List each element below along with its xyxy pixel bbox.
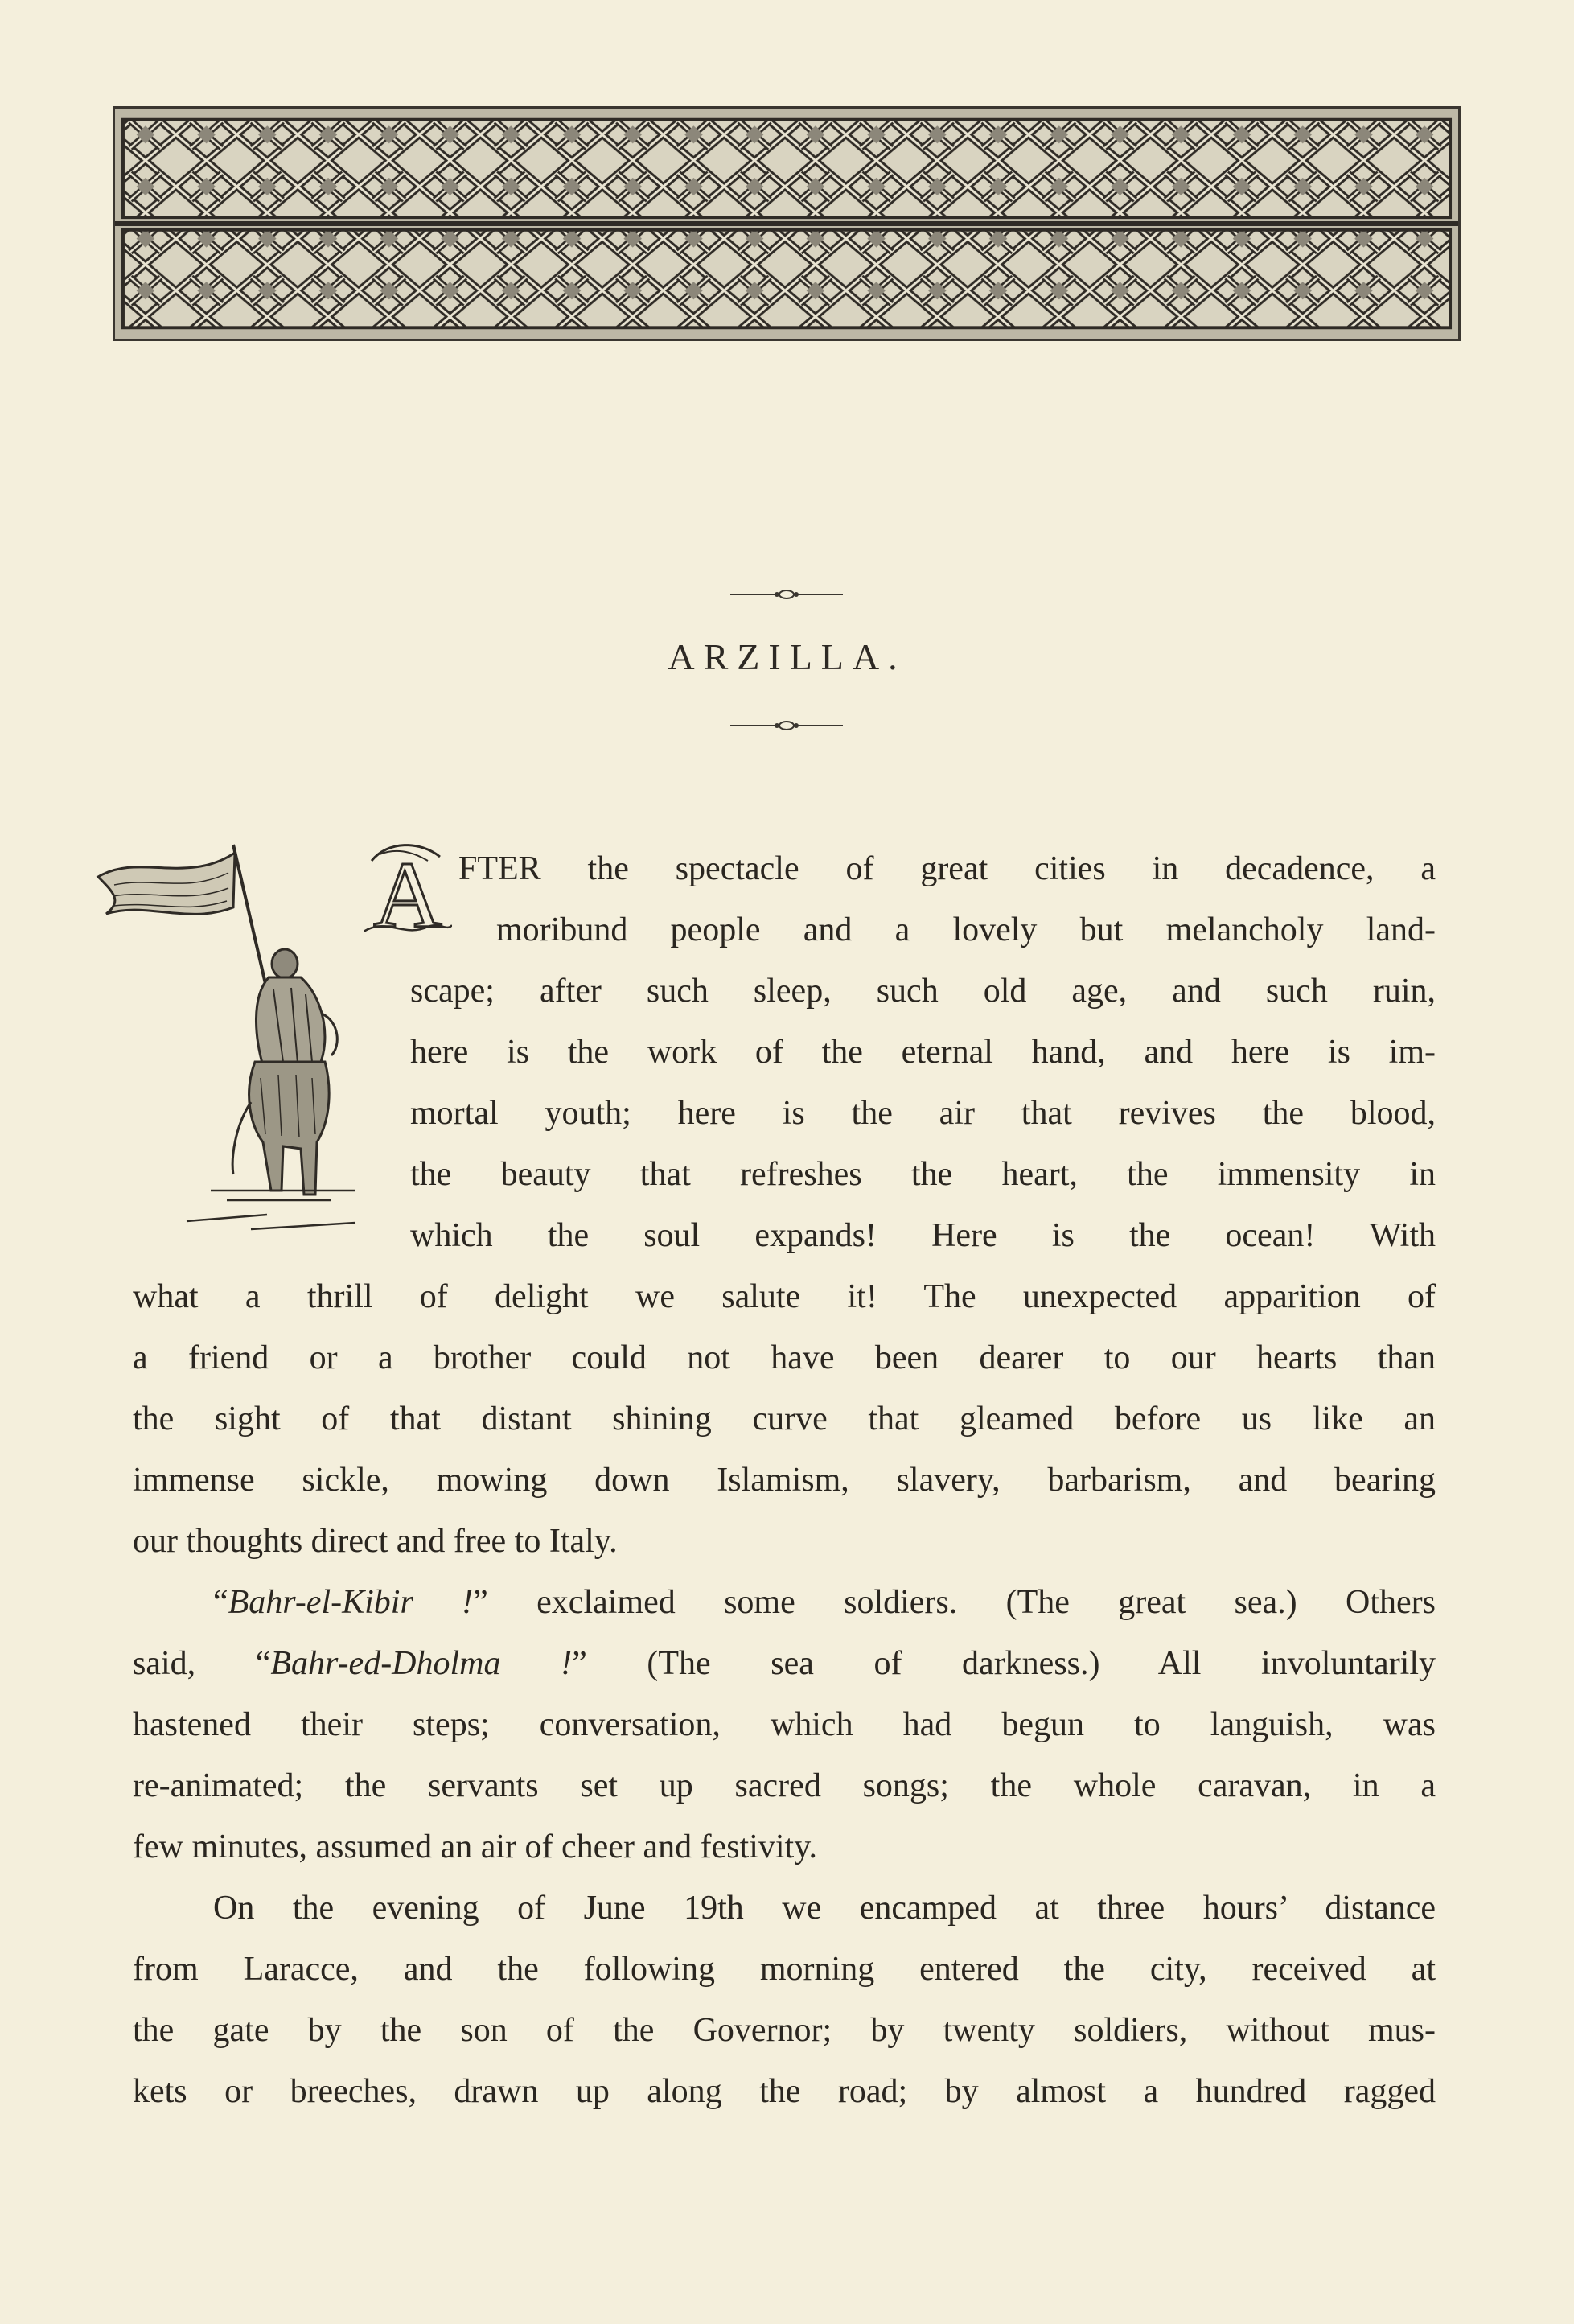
text-line: scape; after such sleep, such old age, and such ruin, [410,973,1436,1010]
text-line: the gate by the son of the Governor; by twenty soldiers, without mus- [133,2012,1436,2049]
text-line: few minutes, assumed an air of cheer and festivity. [133,1828,817,1865]
text-fragment: “ [213,1584,228,1621]
text-line: the sight of that distant shining curve that gleamed before us like an [133,1401,1436,1438]
text-line: kets or breeches, drawn up along the road; by almost a hundred ragged [133,2073,1436,2110]
ornamental-rule-icon [730,718,843,734]
ornamental-header-band [113,106,1461,341]
text-fragment: said, “ [133,1645,271,1682]
text-line: mortal youth; here is the air that revives the blood, [410,1095,1436,1132]
text-fragment: exclaimed some soldiers. (The great sea.) Others [487,1584,1436,1621]
italic-phrase: Bahr-el-Kibir ! [228,1584,474,1621]
text-line: here is the work of the eternal hand, and here is im- [410,1034,1436,1071]
text-line [213,1582,1436,1623]
text-line: a friend or a brother could not have been dearer to our hearts than [133,1339,1436,1376]
italic-phrase: Bahr-ed-Dholma ! [270,1645,573,1682]
ornamental-rule-icon [730,586,843,603]
text-line: from Laracce, and the following morning entered the city, received at [133,1951,1436,1988]
horseman-with-banner-illustration [90,837,364,1239]
chapter-title: ARZILLA. [668,636,906,677]
text-line: On the evening of June 19th we encamped at three hours’ distance [213,1890,1436,1927]
text-line: moribund people and a lovely but melancholy land- [496,911,1436,948]
text-line [133,1643,1436,1684]
text-line: what a thrill of delight we salute it! The unexpected apparition of [133,1278,1436,1315]
text-line: the beauty that refreshes the heart, the immensity in [410,1156,1436,1193]
text-fragment: ” [473,1584,488,1621]
text-line: hastened their steps; conversation, which had begun to languish, was [133,1706,1436,1743]
text-line: FTER the spectacle of great cities in decadence, a [458,850,1436,887]
drop-cap-letter: A [373,842,442,941]
text-fragment: ” (The sea of darkness.) All involuntarily [572,1645,1436,1682]
text-line: re-animated; the servants set up sacred songs; the whole caravan, in a [133,1767,1436,1804]
text-line: immense sickle, mowing down Islamism, slavery, barbarism, and bearing [133,1462,1436,1499]
drop-cap [364,837,452,941]
text-line: which the soul expands! Here is the ocean! With [410,1217,1436,1254]
text-line: our thoughts direct and free to Italy. [133,1523,618,1560]
